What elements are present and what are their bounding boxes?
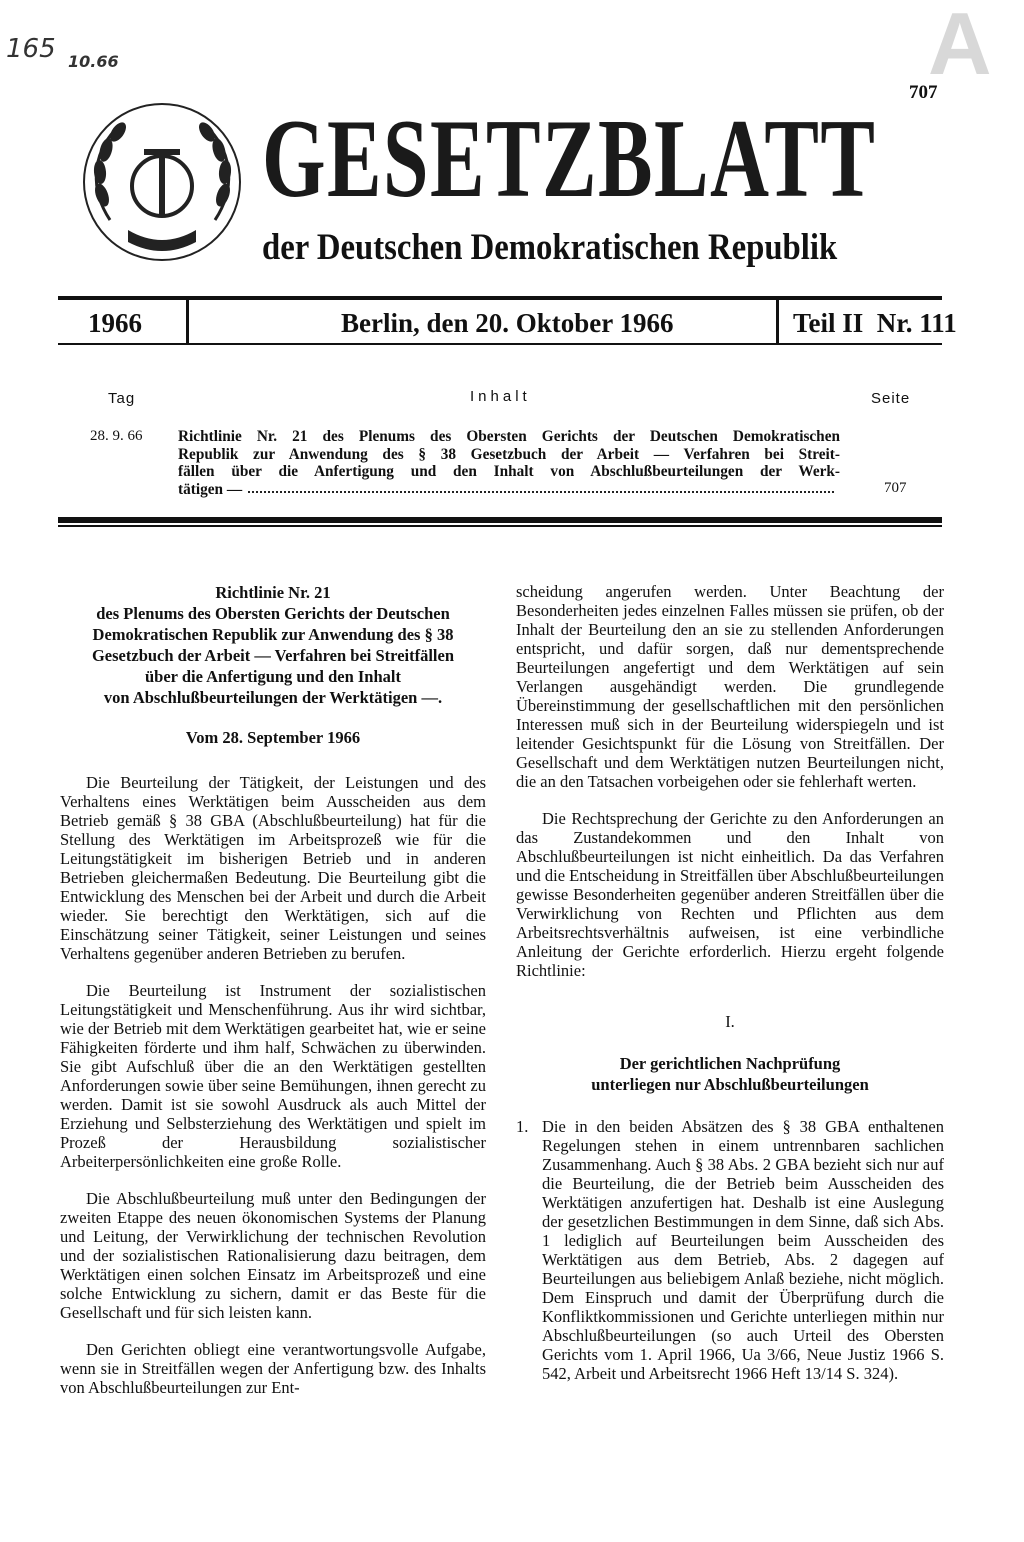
contents-title-header: Inhalt <box>470 388 531 405</box>
contents-separator-thick <box>58 517 942 523</box>
article-paragraph: Den Gerichten obliegt eine verantwortungsvolle Aufgabe, wenn sie in Streitfällen wegen der Anfertigung bzw. des Inhalts von Abschlußbeurteilungen zur Ent- <box>60 1340 486 1397</box>
section-title-line: Der gerichtlichen Nachprüfung <box>619 1054 841 1073</box>
page-number: 707 <box>909 82 938 103</box>
article-heading-line: von Abschlußbeurteilungen der Werktätigen —. <box>103 688 443 707</box>
article-heading-line: Gesetzbuch der Arbeit — Verfahren bei Streitfällen <box>91 646 455 665</box>
article-right-column <box>516 582 944 1383</box>
article-paragraph: Die Beurteilung der Tätigkeit, der Leistungen und des Verhaltens eines Werktätigen beim Ausscheiden aus dem Betrieb gemäß § 38 GBA (Abschlußbeurteilung) hat für die Stellung des Werktätigen im Arbeitsprozeß wie für die Leitungstätigkeit im bisherigen Betrieb und in anderen Betrieben gleichermaßen Bedeutung. Die Beurteilung gibt die Entwicklung des Menschen bei der Arbeit und durch die Arbeit wieder. Sie berechtigt den Werktätigen, sich auf die Einschätzung seiner Tätigkeit, seiner Leistungen und seines Verhaltens gegenüber anderen Betrieben zu berufen. <box>60 773 486 963</box>
article-paragraph: Die Rechtsprechung der Gerichte zu den Anforderungen an das Zustandekommen und den Inhalt von Abschlußbeurteilungen ist nicht einheitlich. Da das Verfahren und die Entscheidung in Streitfällen über Abschlußbeurteilungen gewisse Besonderheiten gegenüber anderen Streitfällen über die Verwirklichung von Rechten und Pflichten aus dem Arbeitsrechtsverhältnis aufweisen, ist eine verbindliche Anleitung der Gerichte erforderlich. Hierzu ergeht folgende Richtlinie: <box>516 809 944 980</box>
section-title-line: unterliegen nur Abschlußbeurteilungen <box>591 1075 869 1094</box>
numbered-item-1 <box>516 1117 944 1383</box>
archive-stamp-letter: A <box>928 0 992 93</box>
info-bar-top-rule <box>58 296 942 300</box>
contents-day-header: Tag <box>108 390 136 407</box>
contents-line-4: tätigen — <box>178 480 243 498</box>
article-paragraph: Die Beurteilung ist Instrument der sozialistischen Leitungstätigkeit und Menschenführung. Aus ihr wird sichtbar, wie der Betrieb mit dem Werktätigen gearbeitet hat, wie er seine Fähigkeiten förderte und ihm half, Schwächen zu überwinden. Sie gibt Aufschluß über die an den Werktätigen gestellten Anforderungen sowie über seine Bemühungen, ihnen gerecht zu werden. Damit ist sie sowohl Ausdruck als auch Mittel der Erziehung und Selbsterziehung des Werktätigen und spielt im Prozeß der Herausbildung sozialistischer Arbeiterpersönlichkeiten eine große Rolle. <box>60 981 486 1171</box>
issue-year: 1966 <box>88 308 142 338</box>
info-bar-divider-left <box>186 298 189 344</box>
contents-last-line <box>178 481 840 499</box>
item-text: Die in den beiden Absätzen des § 38 GBA enthaltenen Regelungen stehen in einem untrennbaren sachlichen Zusammenhang. Auch § 38 Abs. 2 GBA bezieht sich nur auf die Beurteilung, die der Betrieb beim Ausscheiden des Werktätigen anzufertigen hat. Deshalb ist eine Auslegung der gesetzlichen Bestimmungen in dem Sinne, daß sich Abs. 1 lediglich auf Beurteilungen beim Ausscheiden des Werktätigen aus dem Betrieb, Abs. 2 dagegen auf Beurteilungen aus beliebigem Anlaß beziehe, nicht möglich. Dem Einspruch und damit der Überprüfung durch die Konfliktkommissionen und Gerichte unterliegen mithin nur Abschlußbeurteilungen (so auch Urteil des Obersten Gerichts vom 1. April 1966, Ua 3/66, Neue Justiz 1966 S. 542, Arbeit und Arbeitsrecht 1966 Heft 13/14 S. 324). <box>542 1117 944 1383</box>
issue-place-date: Berlin, den 20. Oktober 1966 <box>341 308 674 338</box>
contents-line-2: Republik zur Anwendung des § 38 Gesetzbuch der Arbeit — Verfahren bei Streit- <box>178 445 840 463</box>
contents-entry-page: 707 <box>884 480 907 496</box>
article-heading-line: des Plenums des Obersten Gerichts der Deutschen <box>96 604 450 623</box>
article-heading-line: Richtlinie Nr. 21 <box>215 583 331 602</box>
contents-entry-date: 28. 9. 66 <box>90 428 143 444</box>
issue-number: Teil II Nr. 111 <box>793 308 957 338</box>
article-heading-line: über die Anfertigung und den Inhalt <box>145 667 401 686</box>
section-title <box>516 1053 944 1095</box>
contents-separator-thin <box>58 525 942 527</box>
item-number: 1. <box>516 1117 529 1136</box>
masthead-title: GESETZBLATT <box>262 97 877 221</box>
section-numeral: I. <box>725 1012 735 1031</box>
handwritten-reference: 165 <box>6 34 56 64</box>
article-date-line: Vom 28. September 1966 <box>185 728 361 747</box>
article-paragraph: scheidung angerufen werden. Unter Beachtung der Besonderheiten jedes einzelnen Falles müssen sie prüfen, ob der Inhalt der Beurteilung den an sie zu stellenden Anforderungen entspricht, und dafür sorgen, daß nur dementsprechende Beurteilungen angefertigt und dem Werktätigen auf sein Verlangen ausgehändigt werden. Die grundlegende Übereinstimmung der gesellschaftlichen mit den persönlichen Interessen muß sich in der Beurteilung widerspiegeln und ist leitender Gesichtspunkt für die Lösung von Streitfällen. Der Gesellschaft und dem Werktätigen nutzen Beurteilungen nicht, die an den Tatsachen vorbeigehen oder sie fehlerhaft werten. <box>516 582 944 791</box>
contents-leader-dots <box>248 491 834 493</box>
state-emblem-icon <box>80 100 245 265</box>
article-heading-line: Demokratischen Republik zur Anwendung des § 38 <box>92 625 454 644</box>
info-bar-divider-right <box>776 298 779 344</box>
article-heading <box>60 582 486 708</box>
article-paragraph: Die Abschlußbeurteilung muß unter den Bedingungen der zweiten Etappe des neuen ökonomischen Systems der Planung und Leitung, der Verwirklichung der technischen Revolution und der sozialistischen Rationalisierung dazu beitragen, dem Werktätigen einen solchen Einsatz im Arbeitsprozeß und eine solche Entwicklung zu sichern, damit er das Beste für die Gesellschaft und für sich leisten kann. <box>60 1189 486 1322</box>
masthead-subtitle: der Deutschen Demokratischen Republik <box>262 227 838 268</box>
contents-entry-text <box>178 428 840 498</box>
date-stamp: 10.66 <box>68 52 119 71</box>
contents-page-header: Seite <box>871 390 911 407</box>
contents-line-3: fällen über die Anfertigung und den Inhalt von Abschlußbeurteilungen der Werk- <box>178 463 840 480</box>
info-bar-bottom-rule <box>58 343 942 345</box>
contents-line-1: Richtlinie Nr. 21 des Plenums des Obersten Gerichts der Deutschen Demokratischen <box>178 428 840 445</box>
article-left-column <box>60 582 486 1415</box>
